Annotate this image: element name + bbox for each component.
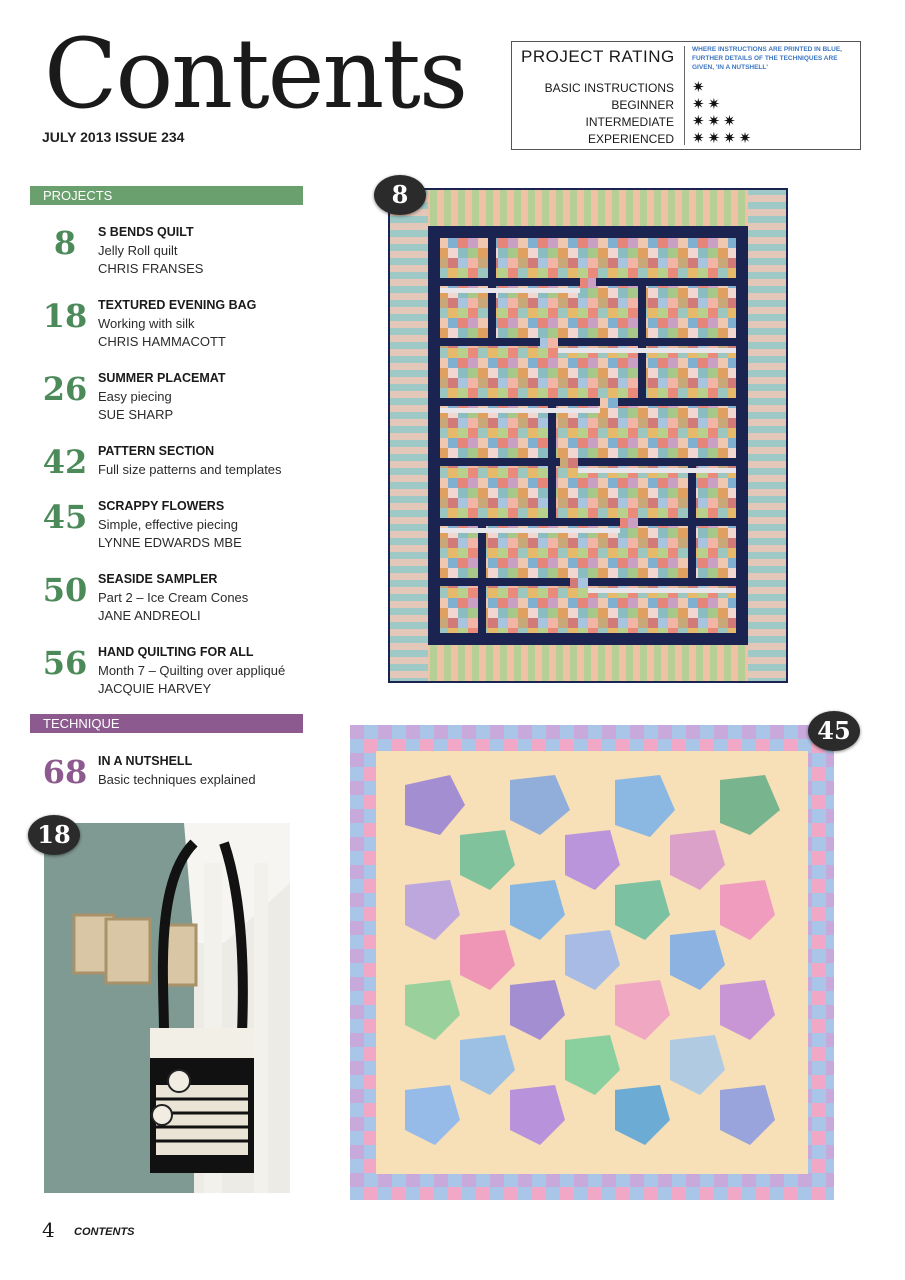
entry-subtitle: Part 2 – Ice Cream Cones [98,590,249,605]
entry-page-number: 26 [42,370,88,408]
entry-title: SUMMER PLACEMAT [98,371,226,385]
rating-divider [684,46,685,145]
entry-title: TEXTURED EVENING BAG [98,298,257,312]
entry-author: CHRIS HAMMACOTT [98,334,226,349]
entry-author: SUE SHARP [98,407,174,422]
entry-author: JACQUIE HARVEY [98,681,212,696]
entry-page-number: 50 [42,571,88,609]
issue-line: JULY 2013 ISSUE 234 [42,129,185,145]
page-badge-18: 18 [28,815,80,855]
star-icon-experienced: ✷✷✷✷ [692,130,755,147]
page-title: Contents [44,18,467,130]
entry-title: IN A NUTSHELL [98,754,193,768]
page-badge-8: 8 [374,175,426,215]
entry-title: S BENDS QUILT [98,225,194,239]
entry-subtitle: Basic techniques explained [98,772,256,787]
entry-page-number: 18 [42,297,88,335]
entry-title: SEASIDE SAMPLER [98,572,218,586]
entry-author: CHRIS FRANSES [98,261,204,276]
rating-label-experienced: EXPERIENCED [587,132,674,146]
rating-note: WHERE INSTRUCTIONS ARE PRINTED IN BLUE, FURTHER DETAILS OF THE TECHNIQUES ARE GIVEN, 'IN A NUTSHELL' [692,46,842,71]
entry-title: SCRAPPY FLOWERS [98,499,225,513]
entry-author: LYNNE EDWARDS MBE [98,535,242,550]
rating-label-beginner: BEGINNER [611,98,674,112]
entry-subtitle: Month 7 – Quilting over appliqué [98,663,286,678]
entry-page-number: 42 [42,443,88,481]
entry-subtitle: Simple, effective piecing [98,517,238,532]
page-number: 4 [42,1218,55,1242]
entry-page-number: 56 [42,644,88,682]
rating-title: PROJECT RATING [521,47,675,66]
folio-label: CONTENTS [74,1226,135,1238]
entry-title: PATTERN SECTION [98,444,215,458]
star-icon-intermediate: ✷✷✷ [692,113,739,130]
star-icon-basic: ✷ [692,79,708,96]
entry-subtitle: Easy piecing [98,389,172,404]
entry-page-number: 8 [53,224,77,262]
section-bar-projects: PROJECTS [30,186,303,205]
s-bends-quilt-photo [388,188,788,683]
rating-label-intermediate: INTERMEDIATE [585,115,674,129]
entry-subtitle: Jelly Roll quilt [98,243,178,258]
entry-title: HAND QUILTING FOR ALL [98,645,254,659]
entry-author: JANE ANDREOLI [98,608,201,623]
project-rating-box [511,41,861,150]
scrappy-flowers-quilt-photo [350,725,834,1200]
section-bar-technique: TECHNIQUE [30,714,303,733]
rating-label-basic: BASIC INSTRUCTIONS [544,81,674,95]
entry-page-number: 45 [42,498,88,536]
entry-subtitle: Working with silk [98,316,195,331]
entry-subtitle: Full size patterns and templates [98,462,282,477]
entry-page-number: 68 [42,753,88,791]
star-icon-beginner: ✷✷ [692,96,724,113]
page-badge-45: 45 [808,711,860,751]
evening-bag-photo [44,823,290,1193]
